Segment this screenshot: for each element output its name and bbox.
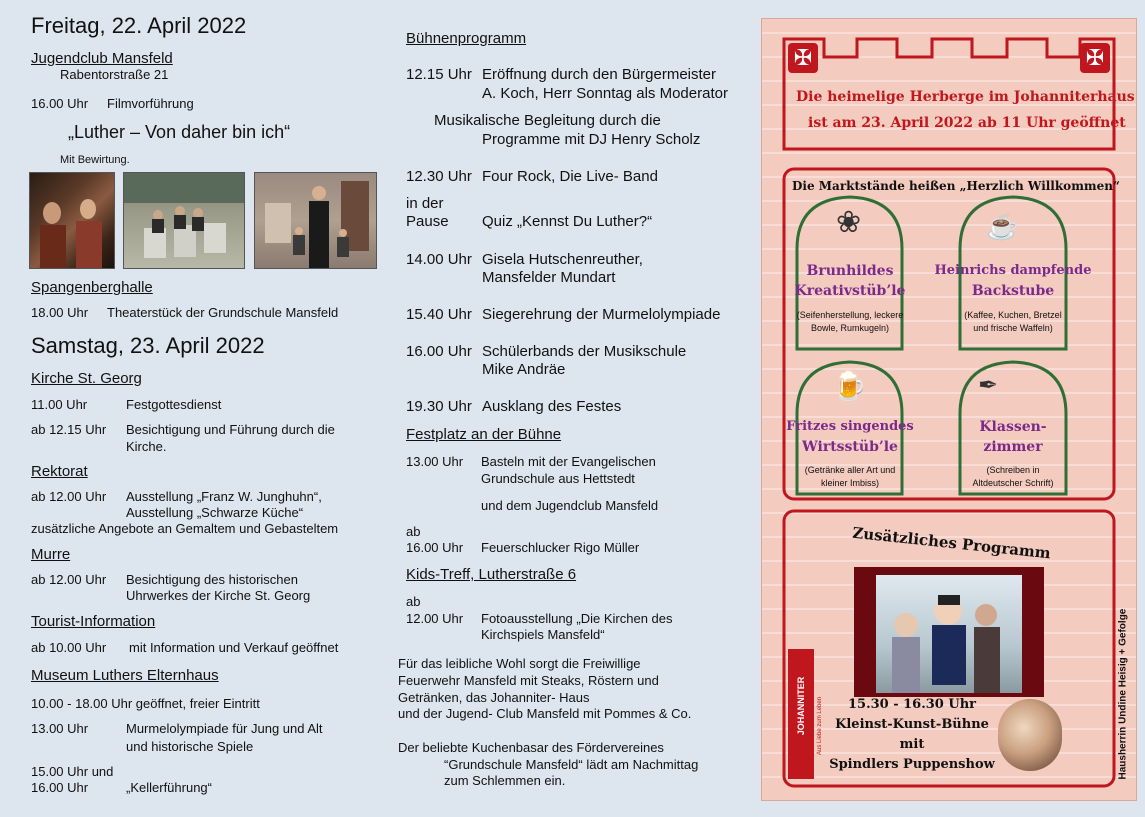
buehne-1-text-3: Musikalische Begleitung durch die bbox=[434, 112, 661, 129]
stall-4-desc-1: (Schreiben in bbox=[986, 465, 1040, 475]
film-photo-1-figures bbox=[30, 173, 114, 268]
buehne-1-text-2: A. Koch, Herr Sonntag als Moderator bbox=[482, 85, 728, 102]
murmel-text-2: und historische Spiele bbox=[126, 739, 254, 754]
theater-text: Theaterstück der Grundschule Mansfeld bbox=[107, 305, 339, 320]
film-time: 16.00 Uhr bbox=[31, 96, 89, 111]
stall-3-desc-1: (Getränke aller Art und bbox=[804, 465, 896, 475]
stall-4-name-2: zimmer bbox=[983, 439, 1043, 455]
spangenberghalle-heading: Spangenberghalle bbox=[31, 279, 153, 296]
stall-3-desc-2: kleiner Imbiss) bbox=[820, 478, 879, 488]
coffee-cake-icon: ☕ bbox=[986, 211, 1019, 241]
wohl-line-3: Getränken, das Johanniter- Haus bbox=[398, 690, 590, 705]
stall-3-name-2: Wirtsstüb’le bbox=[802, 439, 898, 455]
kids-pre: ab bbox=[406, 594, 421, 609]
herberge-line-2: ist am 23. April 2022 ab 11 Uhr geöffnet bbox=[808, 115, 1126, 131]
stall-1-desc-1: (Seifenherstellung, leckere bbox=[796, 310, 904, 320]
flower-icon: ❀ bbox=[836, 206, 862, 239]
kirche-2-text-2: Kirche. bbox=[126, 439, 167, 454]
murre-time: ab 12.00 Uhr bbox=[31, 572, 107, 587]
murmel-time: 13.00 Uhr bbox=[31, 721, 89, 736]
theater-time: 18.00 Uhr bbox=[31, 305, 89, 320]
stall-2-desc-2: und frische Waffeln) bbox=[973, 323, 1053, 333]
keller-time-1: 15.00 Uhr und bbox=[31, 764, 114, 779]
stall-4-name-1: Klassen- bbox=[979, 419, 1047, 435]
buehne-7-time: 19.30 Uhr bbox=[406, 398, 472, 415]
buehne-6-text-1: Schülerbands der Musikschule bbox=[482, 343, 687, 360]
buehne-2-text: Four Rock, Die Live- Band bbox=[482, 168, 658, 185]
kids-heading: Kids-Treff, Lutherstraße 6 bbox=[406, 566, 577, 583]
kids-time: 12.00 Uhr bbox=[406, 611, 464, 626]
buehne-5-text: Siegerehrung der Murmelolympiade bbox=[482, 306, 721, 323]
ink-quill-icon: ✒ bbox=[978, 372, 999, 399]
buehne-6-text-2: Mike Andräe bbox=[482, 361, 566, 378]
kirche-1-time: 11.00 Uhr bbox=[31, 397, 88, 412]
kirche-2-text-1: Besichtigung und Führung durch die bbox=[126, 422, 335, 437]
buehne-heading: Bühnenprogramm bbox=[406, 30, 527, 47]
buehne-7-text: Ausklang des Festes bbox=[482, 398, 622, 415]
buehne-4-text-1: Gisela Hutschenreuther, bbox=[482, 251, 643, 268]
kirche-heading: Kirche St. Georg bbox=[31, 370, 142, 387]
murre-heading: Murre bbox=[31, 546, 71, 563]
film-photo-2 bbox=[123, 172, 245, 269]
kids-text-2: Kirchspiels Mansfeld“ bbox=[481, 627, 605, 642]
festplatz-2-pre: ab bbox=[406, 524, 421, 539]
murmel-text-1: Murmelolympiade für Jung und Alt bbox=[126, 721, 323, 736]
jugendclub-address: Rabentorstraße 21 bbox=[60, 67, 169, 82]
beer-mug-icon: 🍺 bbox=[832, 370, 867, 401]
kirche-2-time: ab 12.15 Uhr bbox=[31, 422, 107, 437]
kuchen-line-1: Der beliebte Kuchenbasar des Fördervereines bbox=[398, 740, 664, 755]
film-photo-3 bbox=[254, 172, 377, 269]
tourist-time: ab 10.00 Uhr bbox=[31, 640, 107, 655]
keller-text: „Kellerführung“ bbox=[126, 780, 212, 795]
day1-heading: Freitag, 22. April 2022 bbox=[31, 13, 247, 38]
stall-1-name-1: Brunhildes bbox=[806, 263, 894, 279]
host-portrait bbox=[998, 699, 1062, 771]
puppet-stage bbox=[854, 567, 1044, 697]
rektorat-heading: Rektorat bbox=[31, 463, 88, 480]
rektorat-text-3: zusätzliche Angebote an Gemaltem und Gebasteltem bbox=[31, 521, 339, 536]
buehne-1-time: 12.15 Uhr bbox=[406, 66, 472, 83]
show-line-2: Kleinst-Kunst-Bühne bbox=[835, 717, 989, 732]
festplatz-1-text-1: Basteln mit der Evangelischen bbox=[481, 454, 656, 469]
day2-heading: Samstag, 23. April 2022 bbox=[31, 333, 265, 358]
museum-hours: 10.00 - 18.00 Uhr geöffnet, freier Eintritt bbox=[31, 696, 260, 711]
markt-heading: Die Marktstände heißen „Herzlich Willkommen“ bbox=[792, 179, 1120, 193]
buehne-3-text: Quiz „Kennst Du Luther?“ bbox=[482, 213, 653, 230]
stall-3-name-1: Fritzes singendes bbox=[786, 419, 914, 434]
keller-time-2: 16.00 Uhr bbox=[31, 780, 89, 795]
film-title: „Luther – Von daher bin ich“ bbox=[68, 122, 291, 142]
herberge-line-1: Die heimelige Herberge im Johanniterhaus bbox=[796, 89, 1135, 105]
rektorat-text-1: Ausstellung „Franz W. Junghuhn“, bbox=[126, 489, 322, 504]
johanniter-label: JOHANNITER bbox=[796, 676, 806, 736]
museum-heading: Museum Luthers Elternhaus bbox=[31, 667, 219, 684]
buehne-2-time: 12.30 Uhr bbox=[406, 168, 472, 185]
jugendclub-heading: Jugendclub Mansfeld bbox=[31, 50, 173, 67]
festplatz-2-text: Feuerschlucker Rigo Müller bbox=[481, 540, 640, 555]
film-photo-3-figures bbox=[255, 173, 376, 268]
buehne-6-time: 16.00 Uhr bbox=[406, 343, 472, 360]
johanniter-cross-icon: ✠ bbox=[1080, 43, 1110, 73]
film-photo-2-figures bbox=[124, 173, 244, 268]
festplatz-2-time: 16.00 Uhr bbox=[406, 540, 464, 555]
tourist-text: mit Information und Verkauf geöffnet bbox=[129, 640, 339, 655]
festplatz-1-time: 13.00 Uhr bbox=[406, 454, 464, 469]
puppet-figures bbox=[876, 575, 1022, 693]
show-line-1: 15.30 - 16.30 Uhr bbox=[847, 697, 977, 712]
buehne-3-pre-1: in der bbox=[406, 195, 444, 212]
stall-2-name-2: Backstube bbox=[971, 283, 1055, 299]
murre-text-1: Besichtigung des historischen bbox=[126, 572, 298, 587]
film-photo-1 bbox=[29, 172, 115, 269]
johanniter-subline: Aus Liebe zum Leben bbox=[817, 696, 823, 755]
film-label: Filmvorführung bbox=[107, 96, 194, 111]
wohl-line-4: und der Jugend- Club Mansfeld mit Pommes & Co. bbox=[398, 706, 692, 721]
johanniter-cross-icon: ✠ bbox=[788, 43, 818, 73]
buehne-4-text-2: Mansfelder Mundart bbox=[482, 269, 616, 286]
johanniter-badge bbox=[788, 649, 814, 779]
festplatz-1-text-3: und dem Jugendclub Mansfeld bbox=[481, 498, 659, 513]
kuchen-line-2: “Grundschule Mansfeld“ lädt am Nachmittag bbox=[444, 757, 699, 772]
kirche-1-text: Festgottesdienst bbox=[126, 397, 222, 412]
wohl-line-2: Feuerwehr Mansfeld mit Steaks, Röstern und bbox=[398, 673, 659, 688]
buehne-4-time: 14.00 Uhr bbox=[406, 251, 472, 268]
buehne-5-time: 15.40 Uhr bbox=[406, 306, 472, 323]
stall-1-desc-2: Bowle, Rumkugeln) bbox=[810, 323, 890, 333]
festplatz-heading: Festplatz an der Bühne bbox=[406, 426, 562, 443]
kids-text-1: Fotoausstellung „Die Kirchen des bbox=[481, 611, 673, 626]
rektorat-text-2: Ausstellung „Schwarze Küche“ bbox=[126, 505, 304, 520]
stall-1-name-2: Kreativstüb’le bbox=[794, 283, 906, 299]
buehne-1-text-4: Programme mit DJ Henry Scholz bbox=[482, 131, 701, 148]
buehne-1-text-1: Eröffnung durch den Bürgermeister bbox=[482, 66, 717, 83]
rektorat-time: ab 12.00 Uhr bbox=[31, 489, 107, 504]
poster bbox=[761, 18, 1137, 801]
murre-text-2: Uhrwerkes der Kirche St. Georg bbox=[126, 588, 311, 603]
hausherrin-line: Hausherrin Undine Heisig + Gefolge bbox=[1117, 608, 1129, 780]
show-line-4: Spindlers Puppenshow bbox=[829, 757, 995, 772]
stall-2-name-1: Heinrichs dampfende bbox=[934, 263, 1092, 278]
wohl-line-1: Für das leibliche Wohl sorgt die Freiwillige bbox=[398, 656, 641, 671]
show-line-3: mit bbox=[899, 737, 925, 752]
stall-4-desc-2: Altdeutscher Schrift) bbox=[972, 478, 1054, 488]
kuchen-line-3: zum Schlemmen ein. bbox=[444, 773, 566, 788]
puppet-stage-photo bbox=[876, 575, 1022, 693]
stall-2-desc-1: (Kaffee, Kuchen, Bretzel bbox=[964, 310, 1062, 320]
zusatz-heading: Zusätzliches Programm bbox=[851, 523, 1052, 563]
bewirtung-note: Mit Bewirtung. bbox=[60, 154, 130, 166]
festplatz-1-text-2: Grundschule aus Hettstedt bbox=[481, 471, 635, 486]
tourist-heading: Tourist-Information bbox=[31, 613, 156, 630]
buehne-3-pre-2: Pause bbox=[406, 213, 449, 230]
